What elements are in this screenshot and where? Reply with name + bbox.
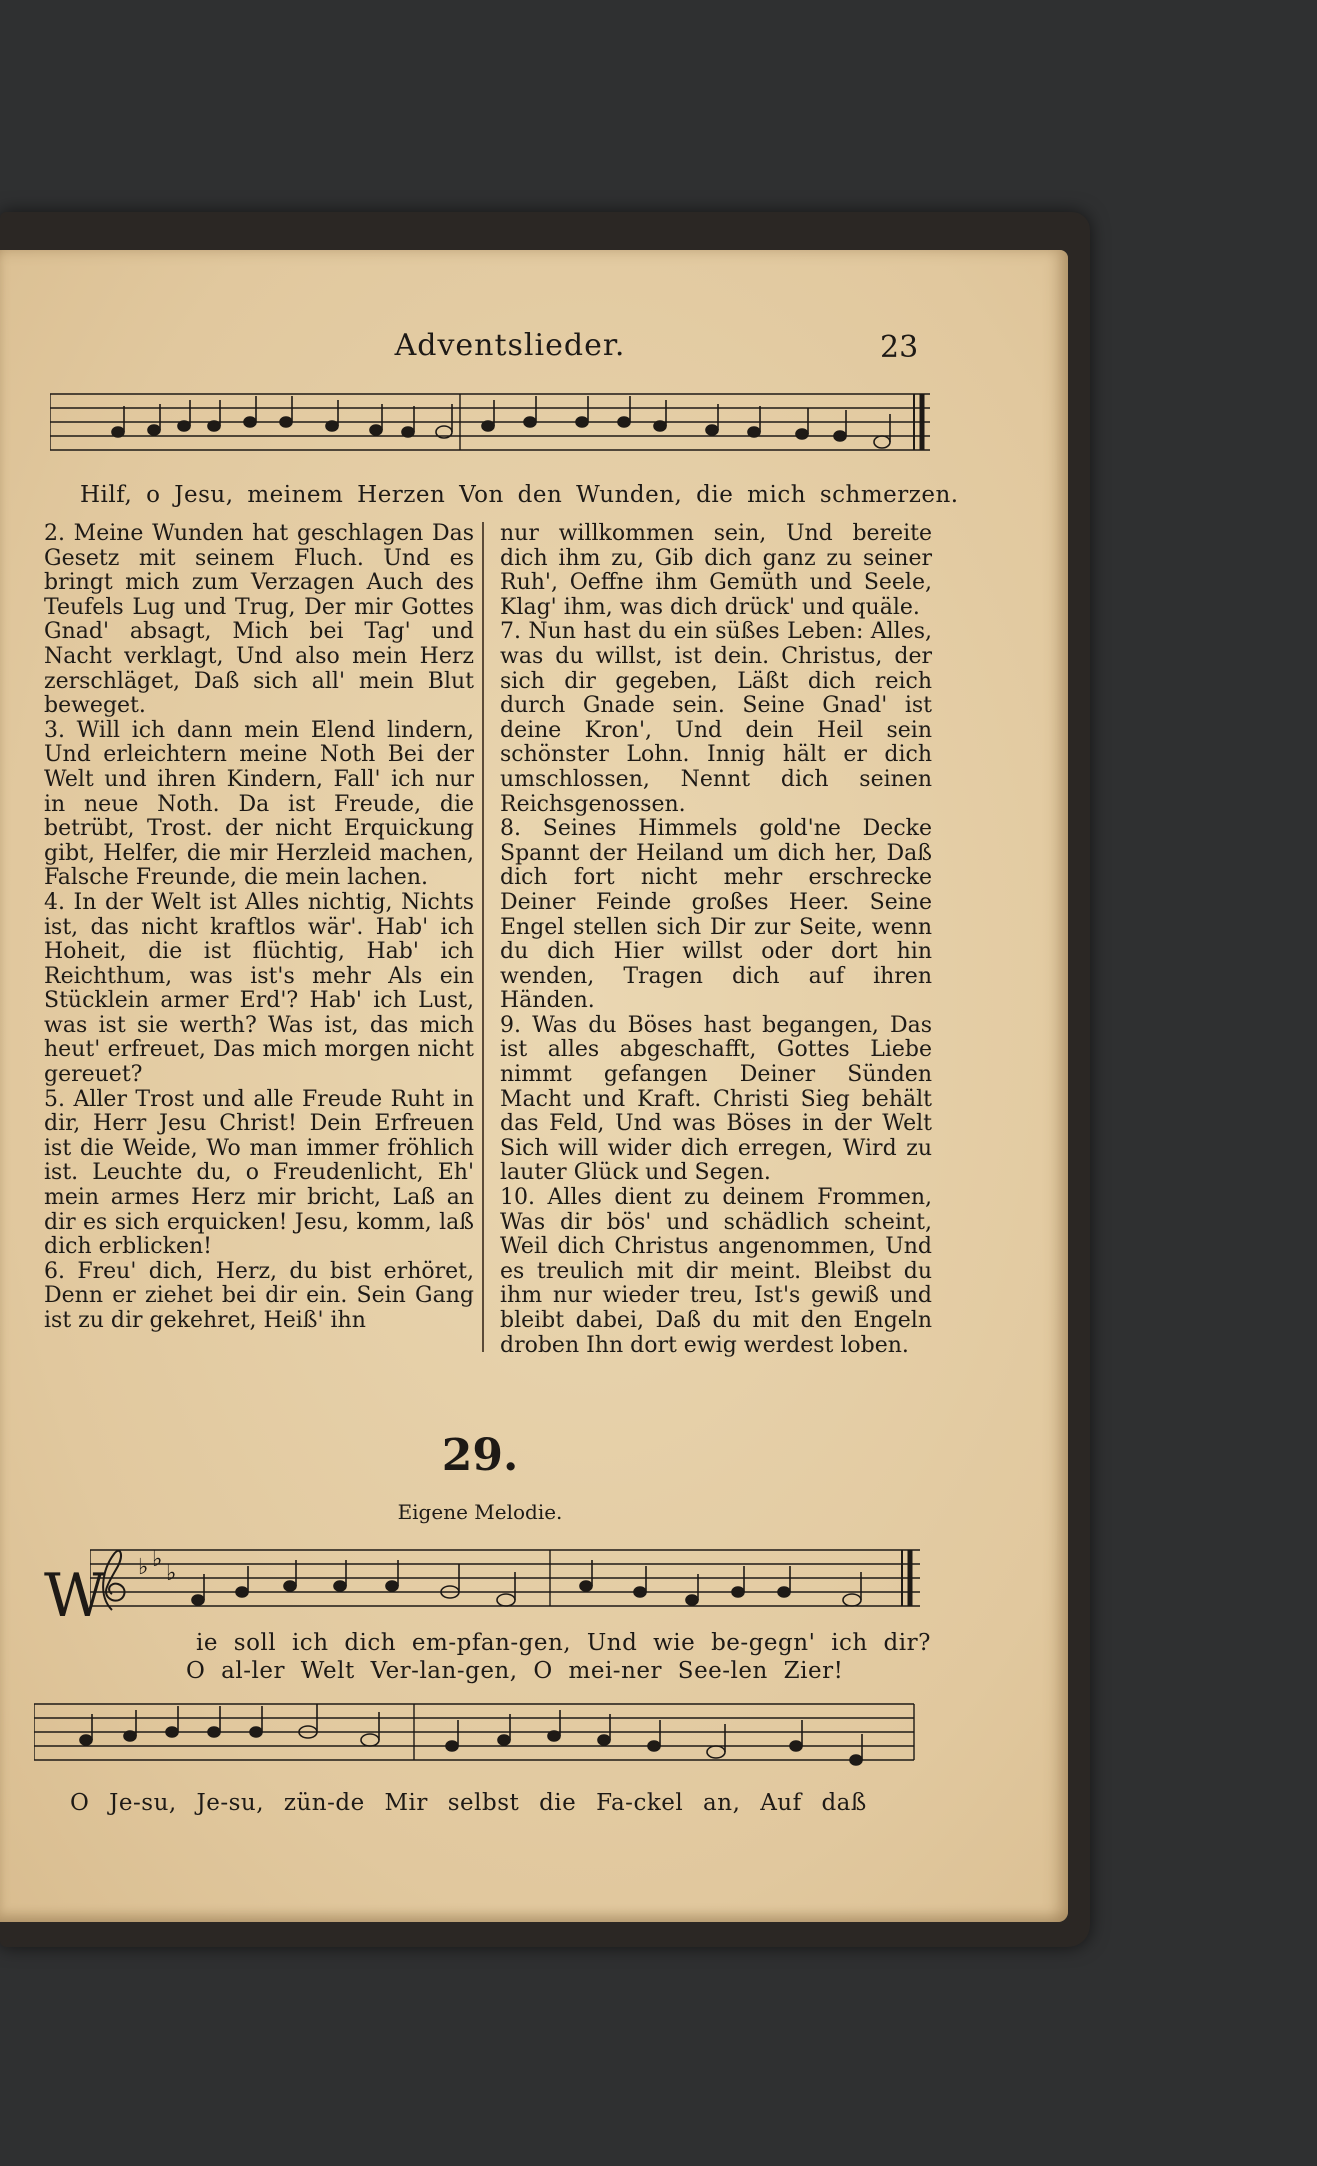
verse-paragraph: 3. Will ich dann mein Elend lindern, Und erleichtern meine Noth Bei der Welt und ihren Kindern, Fall' ich nur in neue Noth. Da ist Freude, die betrübt, Trost. der nicht Erquickung gibt, Helfer, die mir Herzleid machen, Falsche Freunde, die mein lachen. bbox=[44, 717, 474, 891]
verse-paragraph: 6. Freu' dich, Herz, du bist erhöret, Denn er ziehet bei dir ein. Sein Gang ist zu dir gekehret, Heiß' ihn bbox=[44, 1258, 474, 1333]
staff-lyrics-top: Hilf, o Jesu, meinem Herzen Von den Wunden, die mich schmerzen. bbox=[80, 482, 959, 508]
verse-paragraph: 8. Seines Himmels gold'ne Decke Spannt der Heiland um dich her, Daß dich fort nicht mehr erschrecke Deiner Feinde großes Heer. Seine Engel stellen sich Dir zur Seite, wenn du dich Hier willst oder dort hin wenden, Tragen dich auf ihren Händen. bbox=[500, 816, 932, 1014]
verse-paragraph: nur willkommen sein, Und bereite dich ihm zu, Gib dich ganz zu seiner Ruh', Oeffne ihm Gemüth und Seele, Klag' ihm, was dich drück' und quäle. bbox=[500, 521, 932, 620]
text-column-right bbox=[500, 522, 932, 1358]
verse-paragraph: 9. Was du Böses hast begangen, Das ist alles abgeschafft, Gottes Liebe nimmt gefangen Deiner Sünden Macht und Kraft. Christi Sieg behält das Feld, Und was Böses in der Welt Sich will wider dich erregen, Wird zu lauter Glück und Segen. bbox=[500, 1012, 932, 1186]
svg-text:♭: ♭ bbox=[138, 1555, 149, 1580]
book-page bbox=[0, 250, 1068, 1922]
svg-text:♭: ♭ bbox=[166, 1561, 177, 1586]
drop-cap: W bbox=[44, 1561, 106, 1631]
verse-paragraph: 2. Meine Wunden hat geschlagen Das Gesetz mit seinem Fluch. Und es bringt mich zum Verzagen Auch des Teufels Lug und Trug, Der mir Gottes Gnad' absagt, Mich bei Tag' und Nacht verklagt, Und also mein Herz zerschläget, Daß sich all' mein Blut beweget. bbox=[44, 521, 474, 719]
hymn-number: 29. bbox=[441, 1430, 519, 1481]
running-title: Adventslieder. bbox=[394, 328, 626, 363]
hymn-lyrics-line-1: ie soll ich dich em-pfan-gen, Und wie be-gegn' ich dir? bbox=[196, 1630, 931, 1656]
verse-paragraph: 10. Alles dient zu deinem Frommen, Was dir bös' und schädlich scheint, Weil dich Christus angenommen, Und es treulich mit dir meint. Bleibst du ihm nur wieder treu, Ist's gewiß und bleibt dabei, Daß du mit den Engeln droben Ihn dort ewig werdest loben. bbox=[500, 1185, 932, 1358]
text-column-left bbox=[44, 522, 474, 1334]
hymn-lyrics-line-3: O Je-su, Je-su, zün-de Mir selbst die Fa-ckel an, Auf daß bbox=[70, 1790, 867, 1816]
verse-paragraph: 7. Nun hast du ein süßes Leben: Alles, was du willst, ist dein. Christus, der sich dir gegeben, Läßt dich reich durch Gnade sein. Seine Gnad' ist deine Kron', Und dein Heil sein schönster Lohn. Innig hält er dich umschlossen, Nennt dich seinen Reichsgenossen. bbox=[500, 619, 932, 817]
svg-text:♭: ♭ bbox=[152, 1547, 163, 1572]
music-staff-hymn-1 bbox=[90, 1540, 930, 1620]
music-staff-hymn-2 bbox=[34, 1690, 924, 1780]
music-staff-top bbox=[50, 386, 940, 466]
hymn-lyrics-line-2: O al-ler Welt Ver-lan-gen, O mei-ner See-len Zier! bbox=[186, 1658, 844, 1684]
page-number: 23 bbox=[880, 330, 919, 365]
verse-paragraph: 4. In der Welt ist Alles nichtig, Nichts ist, das nicht kraftlos wär'. Hab' ich Hoheit, die ist flüchtig, Hab' ich Reichthum, was ist's mehr Als ein Stücklein armer Erd'? Hab' ich Lust, was ist sie werth? Was ist, das mich heut' erfreuet, Das mich morgen nicht gereuet? bbox=[44, 889, 474, 1088]
column-divider bbox=[482, 522, 484, 1352]
verse-paragraph: 5. Aller Trost und alle Freude Ruht in dir, Herr Jesu Christ! Dein Erfreuen ist die Weide, Wo man immer fröhlich ist. Leuchte du, o Freudenlicht, Eh' mein armes Herz mir bricht, Laß an dir es sich erquicken! Jesu, komm, laß dich erblicken! bbox=[44, 1086, 474, 1260]
melody-note: Eigene Melodie. bbox=[397, 1500, 563, 1524]
